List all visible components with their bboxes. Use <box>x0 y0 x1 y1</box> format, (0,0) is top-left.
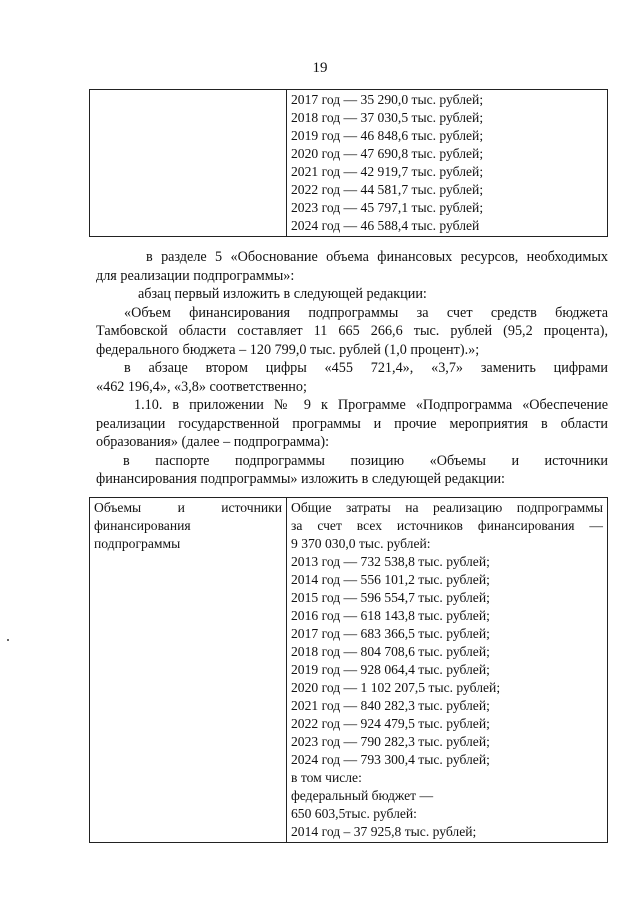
table-row <box>90 498 608 843</box>
list-item: в том числе: <box>291 770 362 785</box>
paragraph-passport-line1: в паспорте подпрограммы позицию «Объемы и источники <box>123 452 608 469</box>
document-body <box>96 248 608 489</box>
paragraph-quote-line2: Тамбовской области составляет 11 665 266,6 тыс. рублей (95,2 процента), <box>96 323 608 339</box>
paragraph-replace-line2: «462 196,4», «3,8» соответственно; <box>96 378 307 395</box>
passport-funding-table <box>89 497 608 843</box>
list-item: 2019 год — 46 848,6 тыс. рублей; <box>291 128 484 143</box>
list-item: 2015 год — 596 554,7 тыс. рублей; <box>291 590 490 605</box>
heading-line: финансирования <box>94 518 191 533</box>
list-item: 2021 год — 42 919,7 тыс. рублей; <box>291 164 484 179</box>
total-line: Общие затраты на реализацию подпрограммы <box>291 500 603 515</box>
list-item: 2022 год — 44 581,7 тыс. рублей; <box>291 182 484 197</box>
list-item: 2017 год — 35 290,0 тыс. рублей; <box>291 92 484 107</box>
paragraph-section5-cont: для реализации подпрограммы»: <box>96 267 295 284</box>
table-cell-left <box>90 90 287 237</box>
paragraph-quote-line3: федерального бюджета – 120 799,0 тыс. рублей (1,0 процент).»; <box>96 341 480 358</box>
list-item: 2024 год — 46 588,4 тыс. рублей <box>291 218 480 233</box>
heading-line: подпрограммы <box>94 536 181 551</box>
list-item: 2016 год — 618 143,8 тыс. рублей; <box>291 608 490 623</box>
paragraph-quote-line1: «Объем финансирования подпрограммы за счет средств бюджета <box>124 304 608 321</box>
list-item: 2014 год — 556 101,2 тыс. рублей; <box>291 572 490 587</box>
list-item: 2020 год — 47 690,8 тыс. рублей; <box>291 146 484 161</box>
total-line: за счет всех источников финансирования — <box>291 518 603 533</box>
list-item: 2023 год — 790 282,3 тыс. рублей; <box>291 734 490 749</box>
list-item: 2013 год — 732 538,8 тыс. рублей; <box>291 554 490 569</box>
page-number: 19 <box>312 60 328 76</box>
paragraph-replace-line1: в абзаце втором цифры «455 721,4», «3,7» заменить цифрами <box>124 360 608 376</box>
total-line: 9 370 030,0 тыс. рублей: <box>291 536 431 551</box>
list-item: 2020 год — 1 102 207,5 тыс. рублей; <box>291 680 501 695</box>
list-item: федеральный бюджет — <box>291 788 434 803</box>
funding-table-continuation <box>89 89 608 237</box>
tail-list <box>291 769 603 841</box>
table-cell-heading <box>90 498 287 843</box>
table-cell-right <box>287 90 608 237</box>
list-item: 2018 год — 37 030,5 тыс. рублей; <box>291 110 484 125</box>
paragraph-1-10-line1: 1.10. в приложении № 9 к Программе «Подпрограмма «Обеспечение <box>134 397 608 413</box>
year-list <box>291 91 603 235</box>
list-item: 2022 год — 924 479,5 тыс. рублей; <box>291 716 490 731</box>
heading-line: Объемы и источники <box>94 500 282 515</box>
list-item: 2018 год — 804 708,6 тыс. рублей; <box>291 644 490 659</box>
margin-mark <box>7 639 9 641</box>
list-item: 2024 год — 793 300,4 тыс. рублей; <box>291 752 490 767</box>
paragraph-passport-line2: финансирования подпрограммы» изложить в следующей редакции: <box>96 471 505 487</box>
list-item: 2019 год — 928 064,4 тыс. рублей; <box>291 662 490 677</box>
paragraph-1-10-line3: образования» (далее – подпрограмма): <box>96 434 330 450</box>
list-item: 2014 год – 37 925,8 тыс. рублей; <box>291 824 477 839</box>
list-item: 2023 год — 45 797,1 тыс. рублей; <box>291 200 484 215</box>
list-item: 650 603,5тыс. рублей: <box>291 806 417 821</box>
year-list <box>291 553 603 769</box>
paragraph-section5: в разделе 5 «Обоснование объема финансовых ресурсов, необходимых <box>146 249 608 265</box>
paragraph-1-10-line2: реализации государственной программы и прочие мероприятия в области <box>96 415 608 432</box>
list-item: 2017 год — 683 366,5 тыс. рублей; <box>291 626 490 641</box>
table-cell-values <box>287 498 608 843</box>
paragraph-first-abzac: абзац первый изложить в следующей редакции: <box>138 286 427 302</box>
list-item: 2021 год — 840 282,3 тыс. рублей; <box>291 698 490 713</box>
table-row <box>90 90 608 237</box>
